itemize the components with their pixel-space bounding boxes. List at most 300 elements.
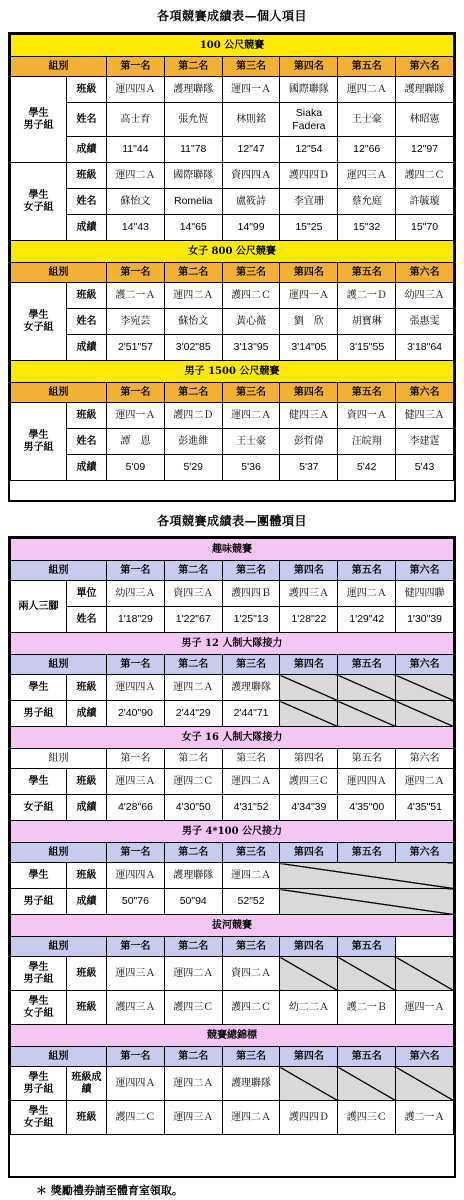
header-row	[11, 749, 454, 769]
rank-header: 第三名	[222, 843, 280, 863]
score-cell: 2'44"71	[222, 701, 280, 727]
row-label: 姓名	[67, 607, 107, 633]
group-header: 組別	[11, 263, 107, 283]
section-title: 男子 12 人制大隊接力	[11, 633, 454, 655]
score-cell: 2'40"90	[107, 701, 165, 727]
score-cell: 12"66	[338, 137, 396, 163]
individual-results-table	[10, 34, 454, 481]
rank-header: 第四名	[280, 1047, 338, 1067]
class-cell: 護四四Ｄ	[280, 163, 338, 189]
name-cell: 彭進維	[164, 429, 222, 455]
row-label: 班級	[67, 283, 107, 309]
row-label: 班級	[67, 163, 107, 189]
header-row	[11, 57, 454, 77]
unit-cell: 資四三Ａ	[164, 581, 222, 607]
class-cell: 運四一Ａ	[396, 991, 454, 1025]
rank-header: 第四名	[280, 561, 338, 581]
score-cell: 12"54	[280, 137, 338, 163]
class-cell: 護四三Ｃ	[164, 991, 222, 1025]
row-label: 成績	[67, 455, 107, 481]
rank-header: 第六名	[396, 561, 454, 581]
score-cell: 5'43	[396, 455, 454, 481]
table-row	[11, 607, 454, 633]
group-label: 男子組	[23, 119, 54, 131]
table-row	[11, 957, 454, 991]
row-label: 單位	[67, 581, 107, 607]
rank-header: 第三名	[222, 749, 280, 769]
footnote: ＊ 獎勵禮券請至體育室領取。	[36, 1184, 183, 1197]
group-header: 組別	[11, 843, 107, 863]
class-cell: 運四二Ｃ	[164, 769, 222, 795]
rank-header: 第二名	[164, 263, 222, 283]
class-cell: 運四二Ａ	[222, 863, 280, 889]
class-cell: 運四一Ａ	[280, 283, 338, 309]
group-label: 學生	[28, 310, 49, 321]
header-row	[11, 843, 454, 863]
row-label: 班級	[67, 675, 107, 701]
empty-slot	[396, 1067, 454, 1101]
score-cell: 2'51"57	[107, 335, 165, 361]
rank-header: 第六名	[396, 1047, 454, 1067]
score-cell: 11"44	[107, 137, 165, 163]
rank-header: 第二名	[164, 937, 222, 957]
rank-header: 第六名	[396, 263, 454, 283]
section-relay-4x100	[11, 821, 454, 843]
section-overall	[11, 1025, 454, 1047]
section-title: 女子 800 公尺競賽	[11, 241, 454, 263]
score-cell: 15"25	[280, 215, 338, 241]
class-cell: 運四二Ａ	[107, 163, 165, 189]
name-cell: 高士育	[107, 103, 165, 137]
class-cell: 幼四三Ａ	[396, 283, 454, 309]
name-cell: 李建霆	[396, 429, 454, 455]
section-1500m	[11, 361, 454, 383]
group-label: 男子組	[23, 441, 54, 453]
score-cell: 4'30"50	[164, 795, 222, 821]
score-cell: 14"99	[222, 215, 280, 241]
rank-header: 第五名	[338, 263, 396, 283]
class-cell: 護理聯隊	[222, 1067, 280, 1101]
table-row	[11, 769, 454, 795]
class-cell: 運四四Ａ	[107, 77, 165, 103]
empty-slot	[338, 675, 396, 701]
score-cell: 5'09	[107, 455, 165, 481]
group-label: 男子組	[23, 1083, 54, 1095]
group-label: 學生	[28, 1106, 49, 1117]
rank-header: 第六名	[396, 383, 454, 403]
group-label: 學生	[11, 863, 67, 889]
rank-header: 第二名	[164, 749, 222, 769]
row-label: 班級	[67, 991, 107, 1025]
class-cell: 運四一Ａ	[222, 77, 280, 103]
class-cell: 運四二Ａ	[338, 77, 396, 103]
team-title: 各項競賽成績表—團體項目	[156, 514, 307, 528]
class-cell: 護理聯隊	[222, 675, 280, 701]
score-cell: 3'15"55	[338, 335, 396, 361]
rank-header: 第五名	[338, 57, 396, 77]
group-header: 組別	[11, 383, 107, 403]
table-row	[11, 701, 454, 727]
section-title: 男子 1500 公尺競賽	[11, 361, 454, 383]
class-cell: 幼二二Ａ	[280, 991, 338, 1025]
header-row	[11, 263, 454, 283]
row-label: 姓名	[67, 103, 107, 137]
row-label: 成績	[67, 215, 107, 241]
row-label: 成績	[67, 335, 107, 361]
group-cell	[11, 1101, 67, 1135]
empty-slot	[396, 701, 454, 727]
class-cell: 運四二Ａ	[222, 403, 280, 429]
name-cell: 彭哲偉	[280, 429, 338, 455]
class-cell: 護四三Ｃ	[280, 769, 338, 795]
class-cell: 護四四Ｄ	[280, 1101, 338, 1135]
rank-header: 第五名	[338, 749, 396, 769]
class-cell: 護二一Ｂ	[338, 991, 396, 1025]
rank-header: 第五名	[338, 1047, 396, 1067]
table-row	[11, 309, 454, 335]
rank-header: 第四名	[280, 937, 338, 957]
row-label: 成績	[67, 795, 107, 821]
group-header: 組別	[11, 1047, 107, 1067]
name-cell: 汪皖翔	[338, 429, 396, 455]
rank-header: 第一名	[107, 843, 165, 863]
class-cell: 運四四Ａ	[107, 675, 165, 701]
row-label: 成績	[67, 889, 107, 915]
rank-header: 第三名	[222, 655, 280, 675]
empty-slot	[280, 701, 338, 727]
rank-header: 第五名	[338, 561, 396, 581]
group-label: 女子組	[11, 795, 67, 821]
rank-header: 第五名	[338, 655, 396, 675]
rank-header: 第二名	[164, 655, 222, 675]
header-row	[11, 383, 454, 403]
name-cell: 許毓璇	[396, 189, 454, 215]
rank-header: 第六名	[396, 749, 454, 769]
group-cell	[11, 957, 67, 991]
score-cell: 50"94	[164, 889, 222, 915]
rank-header: 第四名	[280, 749, 338, 769]
table-row	[11, 795, 454, 821]
rank-header: 第二名	[164, 561, 222, 581]
table-row	[11, 581, 454, 607]
score-cell: 3'02"85	[164, 335, 222, 361]
rank-header: 第一名	[107, 749, 165, 769]
class-cell: 護二一Ｄ	[338, 283, 396, 309]
individual-results-frame	[8, 32, 456, 502]
rank-header: 第二名	[164, 383, 222, 403]
class-cell: 運四二Ａ	[164, 283, 222, 309]
empty-slot	[280, 889, 454, 915]
score-cell: 12"97	[396, 137, 454, 163]
name-cell: 蘇怡文	[107, 189, 165, 215]
unit-cell: 運四二Ａ	[338, 581, 396, 607]
row-label: 班級成績	[67, 1067, 107, 1101]
rank-header: 第五名	[338, 843, 396, 863]
group-cell: 兩人三腳	[11, 581, 67, 633]
score-cell: 2'44"29	[164, 701, 222, 727]
group-cell	[11, 403, 67, 481]
group-label: 男子組	[23, 973, 54, 985]
rank-header: 第三名	[222, 937, 280, 957]
header-row	[11, 1047, 454, 1067]
table-row	[11, 889, 454, 915]
group-label: 女子組	[23, 201, 54, 213]
row-label: 班級	[67, 77, 107, 103]
name-cell: 蔡允庭	[338, 189, 396, 215]
group-cell	[11, 991, 67, 1025]
class-cell: 護四三Ｃ	[338, 1101, 396, 1135]
score-cell: 14"43	[107, 215, 165, 241]
row-label: 班級	[67, 403, 107, 429]
name-cell: 盧筱詩	[222, 189, 280, 215]
rank-header: 第三名	[222, 263, 280, 283]
group-label: 男子組	[11, 889, 67, 915]
group-cell	[11, 77, 67, 163]
score-cell: 5'37	[280, 455, 338, 481]
score-cell: 3'13"95	[222, 335, 280, 361]
score-cell: 3'14"05	[280, 335, 338, 361]
unit-cell: 護四四Ｂ	[222, 581, 280, 607]
section-relay-16	[11, 727, 454, 749]
section-title: 趣味競賽	[11, 539, 454, 561]
class-cell: 運四二Ａ	[222, 1101, 280, 1135]
rank-header: 第四名	[280, 57, 338, 77]
group-label: 學生	[11, 769, 67, 795]
score-cell: 1'25"13	[222, 607, 280, 633]
name-cell: 李宛芸	[107, 309, 165, 335]
class-cell: 運四二Ａ	[222, 769, 280, 795]
score-cell: 1'30"39	[396, 607, 454, 633]
table-row	[11, 455, 454, 481]
score-cell: 5'36	[222, 455, 280, 481]
rank-header: 第三名	[222, 57, 280, 77]
empty-slot	[338, 1067, 396, 1101]
row-label: 成績	[67, 701, 107, 727]
name-cell: 王士豪	[338, 103, 396, 137]
row-label: 姓名	[67, 189, 107, 215]
rank-header: 第三名	[222, 383, 280, 403]
table-row	[11, 991, 454, 1025]
row-label: 班級	[67, 769, 107, 795]
class-cell: 運四三Ａ	[107, 769, 165, 795]
table-row	[11, 215, 454, 241]
name-cell: 黃心薇	[222, 309, 280, 335]
class-cell: 運四二Ａ	[164, 957, 222, 991]
score-cell: 1'28"22	[280, 607, 338, 633]
group-label: 學生	[28, 1072, 49, 1083]
header-row	[11, 561, 454, 581]
class-cell: 運四三Ａ	[164, 1101, 222, 1135]
name-cell: 劉 欣	[280, 309, 338, 335]
class-cell: 運四二Ａ	[164, 675, 222, 701]
group-header: 組別	[11, 749, 107, 769]
name-cell: 王士豪	[222, 429, 280, 455]
score-cell: 4'31"52	[222, 795, 280, 821]
rank-header: 第一名	[107, 57, 165, 77]
name-cell: 蘇怡文	[164, 309, 222, 335]
score-cell: 52"52	[222, 889, 280, 915]
score-cell: 4'35"00	[338, 795, 396, 821]
rank-header: 第三名	[222, 561, 280, 581]
group-label: 學生	[28, 996, 49, 1007]
class-cell: 運四一Ａ	[107, 403, 165, 429]
class-cell: 資四四Ａ	[222, 163, 280, 189]
group-label: 學生	[28, 190, 49, 201]
group-label: 男子組	[11, 701, 67, 727]
score-cell: 50"76	[107, 889, 165, 915]
group-cell	[11, 163, 67, 241]
class-cell: 護二一Ａ	[396, 1101, 454, 1135]
unit-cell: 健四四聯	[396, 581, 454, 607]
class-cell: 護四二Ｃ	[222, 991, 280, 1025]
class-cell: 運四二Ａ	[164, 1067, 222, 1101]
class-cell: 護理聯隊	[164, 77, 222, 103]
rank-header: 第六名	[396, 57, 454, 77]
table-row	[11, 1101, 454, 1135]
rank-header: 第一名	[107, 655, 165, 675]
rank-header: 第二名	[164, 843, 222, 863]
class-cell: 運四三Ａ	[338, 163, 396, 189]
class-cell: 運四四Ａ	[107, 1067, 165, 1101]
name-cell: 胡寶琳	[338, 309, 396, 335]
section-800m	[11, 241, 454, 263]
group-header: 組別	[11, 561, 107, 581]
class-cell: 健四三Ａ	[280, 403, 338, 429]
class-cell: 護四二Ｃ	[107, 1101, 165, 1135]
score-cell: 14"65	[164, 215, 222, 241]
table-row	[11, 335, 454, 361]
empty-slot	[396, 957, 454, 991]
row-label: 姓名	[67, 309, 107, 335]
class-cell: 資四二Ａ	[222, 957, 280, 991]
section-relay-12	[11, 633, 454, 655]
class-cell: 資四一Ａ	[338, 403, 396, 429]
name-cell: Romelia	[164, 189, 222, 215]
empty-slot	[338, 701, 396, 727]
rank-header: 第五名	[338, 383, 396, 403]
table-row	[11, 283, 454, 309]
score-cell: 1'29"42	[338, 607, 396, 633]
section-title: 拔河競賽	[11, 915, 454, 937]
rank-header: 第三名	[222, 1047, 280, 1067]
score-cell: 4'35"51	[396, 795, 454, 821]
table-row	[11, 429, 454, 455]
empty-slot	[280, 675, 338, 701]
score-cell: 12"47	[222, 137, 280, 163]
class-cell: 健四三Ａ	[396, 403, 454, 429]
group-label: 女子組	[23, 1117, 54, 1129]
row-label: 班級	[67, 1101, 107, 1135]
section-title: 競賽總錦標	[11, 1025, 454, 1047]
rank-header: 第六名	[396, 843, 454, 863]
table-row	[11, 103, 454, 137]
group-cell	[11, 283, 67, 361]
rank-header: 第二名	[164, 57, 222, 77]
row-label: 班級	[67, 863, 107, 889]
class-cell: 國際聯隊	[280, 77, 338, 103]
unit-cell: 護四三Ａ	[280, 581, 338, 607]
individual-title: 各項競賽成績表—個人項目	[156, 9, 307, 23]
group-label: 學生	[28, 108, 49, 119]
table-row	[11, 189, 454, 215]
empty-slot	[338, 957, 396, 991]
section-100m	[11, 35, 454, 57]
table-row	[11, 675, 454, 701]
team-results-table	[10, 538, 454, 1135]
name-cell: Siaka Fadera	[280, 103, 338, 137]
rank-header: 第一名	[107, 383, 165, 403]
group-header: 組別	[11, 655, 107, 675]
header-row	[11, 937, 454, 957]
rank-header: 第四名	[280, 383, 338, 403]
class-cell: 運四四Ａ	[338, 769, 396, 795]
empty-slot	[280, 957, 338, 991]
name-cell: 張惠雯	[396, 309, 454, 335]
row-label: 班級	[67, 957, 107, 991]
score-cell: 5'29	[164, 455, 222, 481]
class-cell: 護四三Ａ	[107, 991, 165, 1025]
rank-header: 第一名	[107, 561, 165, 581]
group-label: 學生	[28, 430, 49, 441]
rank-header: 第四名	[280, 843, 338, 863]
row-label: 姓名	[67, 429, 107, 455]
table-row	[11, 77, 454, 103]
rank-header: 第一名	[107, 1047, 165, 1067]
class-cell: 護四二Ｃ	[222, 283, 280, 309]
class-cell: 護理聯隊	[164, 863, 222, 889]
score-cell: 1'18"29	[107, 607, 165, 633]
team-results-frame	[8, 536, 456, 1178]
group-label: 女子組	[23, 321, 54, 333]
score-cell: 3'18"64	[396, 335, 454, 361]
group-header: 組別	[11, 937, 107, 957]
class-cell: 運四四Ａ	[107, 863, 165, 889]
score-cell: 5'42	[338, 455, 396, 481]
section-title: 100 公尺競賽	[11, 35, 454, 57]
rank-header: 第四名	[280, 263, 338, 283]
rank-header: 第一名	[107, 937, 165, 957]
section-title: 男子 4*100 公尺接力	[11, 821, 454, 843]
empty-slot	[280, 1067, 338, 1101]
table-row	[11, 863, 454, 889]
section-tug-of-war	[11, 915, 454, 937]
class-cell: 運四二Ａ	[396, 769, 454, 795]
score-cell: 4'34"39	[280, 795, 338, 821]
group-label: 學生	[28, 962, 49, 973]
score-cell: 1'22"67	[164, 607, 222, 633]
class-cell: 護二一Ａ	[107, 283, 165, 309]
name-cell: 李宜珊	[280, 189, 338, 215]
rank-header: 第五名	[338, 937, 396, 957]
empty-slot	[396, 675, 454, 701]
class-cell: 護理聯隊	[396, 77, 454, 103]
score-cell: 4'28"66	[107, 795, 165, 821]
name-cell: 林昭憲	[396, 103, 454, 137]
empty-header	[396, 937, 454, 957]
name-cell: 林則銘	[222, 103, 280, 137]
group-header: 組別	[11, 57, 107, 77]
name-cell: 張允恆	[164, 103, 222, 137]
rank-header: 第六名	[396, 655, 454, 675]
class-cell: 護四二Ｃ	[396, 163, 454, 189]
group-cell	[11, 1067, 67, 1101]
empty-slot	[280, 863, 454, 889]
score-cell: 15"32	[338, 215, 396, 241]
rank-header: 第四名	[280, 655, 338, 675]
rank-header: 第一名	[107, 263, 165, 283]
rank-header: 第二名	[164, 1047, 222, 1067]
row-label: 成績	[67, 137, 107, 163]
